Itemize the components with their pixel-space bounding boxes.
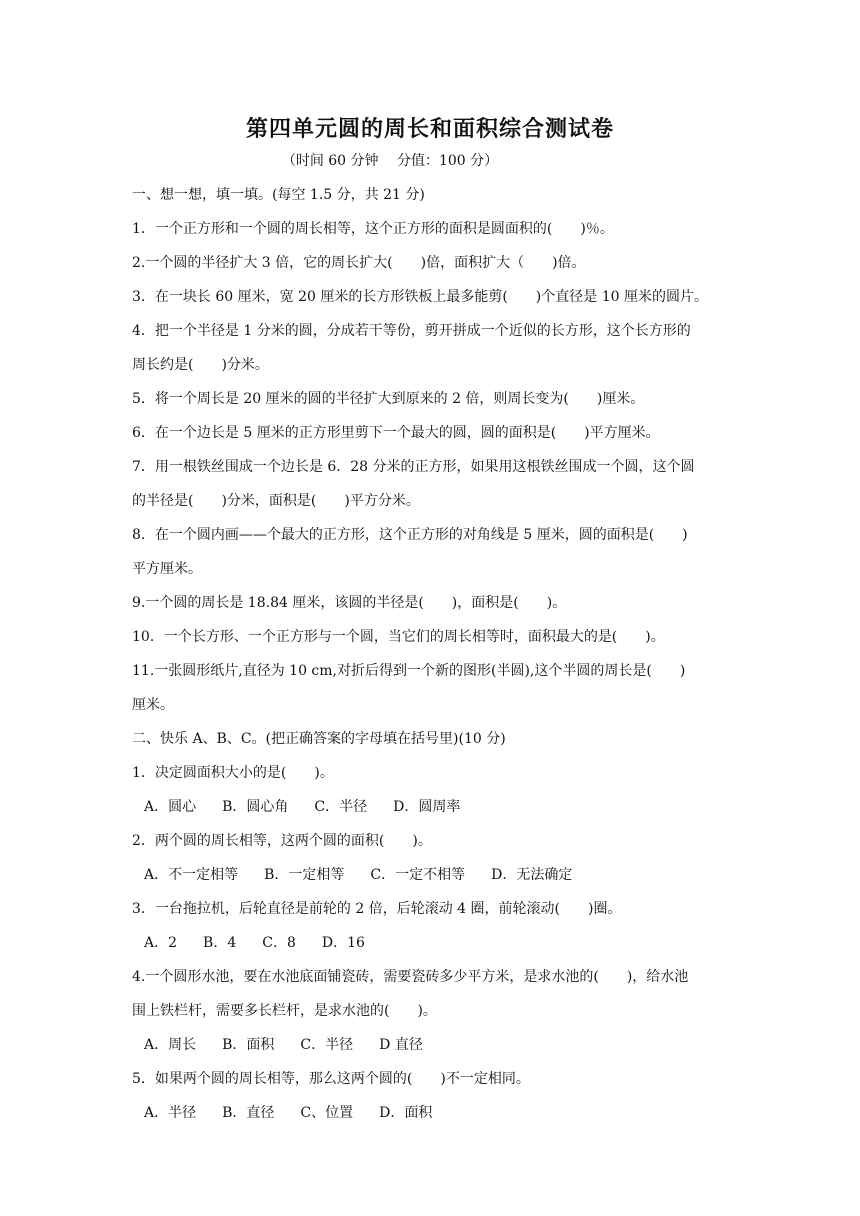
answer-options — [132, 1028, 732, 1062]
option-a: A．圆心 — [144, 799, 197, 815]
option-c: C．半径 — [300, 1037, 354, 1053]
question-stem: 5．如果两个圆的周长相等，那么这两个圆的( )不一定相同。 — [132, 1071, 530, 1087]
page-title: 第四单元圆的周长和面积综合测试卷 — [245, 116, 614, 142]
option-d: D．面积 — [379, 1105, 433, 1121]
option-d: D．圆周率 — [393, 799, 461, 815]
question-line: 厘米。 — [132, 697, 174, 713]
answer-options — [132, 926, 732, 960]
section-heading: 二、快乐 A、B、C。(把正确答案的字母填在括号里)(10 分) — [132, 731, 506, 747]
option-b: B．4 — [203, 935, 237, 951]
section-heading: 一、想一想，填一填。(每空 1.5 分，共 21 分) — [132, 187, 425, 203]
option-a: A．2 — [144, 935, 178, 951]
question-line: 7．用一根铁丝围成一个边长是 6．28 分米的正方形，如果用这根铁丝围成一个圆，这个圆 — [132, 459, 695, 475]
question-line: 3．在一块长 60 厘米，宽 20 厘米的长方形铁板上最多能剪( )个直径是 10 厘米的圆片。 — [132, 289, 708, 305]
question-stem: 1．决定圆面积大小的是( )。 — [132, 765, 334, 781]
question-line: 11.一张圆形纸片,直径为 10 cm,对折后得到一个新的图形(半圆),这个半圆的周长是( ) — [132, 663, 686, 679]
question-line: 6．在一个边长是 5 厘米的正方形里剪下一个最大的圆，圆的面积是( )平方厘米。 — [132, 425, 660, 441]
question-stem: 3．一台拖拉机，后轮直径是前轮的 2 倍，后轮滚动 4 圈，前轮滚动( )圈。 — [132, 901, 622, 917]
option-c: C．半径 — [314, 799, 368, 815]
option-b: B．圆心角 — [222, 799, 289, 815]
option-d: D．16 — [321, 935, 365, 951]
page-subtitle: （时间 60 分钟 分值：100 分） — [281, 153, 499, 169]
question-line: 1．一个正方形和一个圆的周长相等，这个正方形的面积是圆面积的( )％。 — [132, 221, 614, 237]
option-b: B．一定相等 — [264, 867, 345, 883]
option-d: D．无法确定 — [491, 867, 573, 883]
option-c: C．8 — [262, 935, 296, 951]
answer-options — [132, 1096, 732, 1130]
question-line: 5．将一个周长是 20 厘米的圆的半径扩大到原来的 2 倍，则周长变为( )厘米。 — [132, 391, 645, 407]
question-stem: 2．两个圆的周长相等，这两个圆的面积( )。 — [132, 833, 432, 849]
option-a: A．半径 — [144, 1105, 197, 1121]
question-line: 8．在一个圆内画——个最大的正方形，这个正方形的对角线是 5 厘米，圆的面积是( ) — [132, 527, 688, 543]
question-line: 平方厘米。 — [132, 561, 202, 577]
question-line: 2.一个圆的半径扩大 3 倍，它的周长扩大( )倍，面积扩大（ )倍。 — [132, 255, 586, 271]
option-c: C．一定不相等 — [370, 867, 466, 883]
option-b: B．直径 — [222, 1105, 275, 1121]
question-stem: 4.一个圆形水池，要在水池底面铺瓷砖，需要瓷砖多少平方米，是求水池的( )，给水池 — [132, 969, 689, 985]
question-line: 9.一个圆的周长是 18.84 厘米，该圆的半径是( )，面积是( )。 — [132, 595, 567, 611]
option-a: A．不一定相等 — [144, 867, 239, 883]
question-line: 10．一个长方形、一个正方形与一个圆，当它们的周长相等时，面积最大的是( )。 — [132, 629, 665, 645]
option-c: C、位置 — [300, 1105, 354, 1121]
question-line: 周长约是( )分米。 — [132, 357, 269, 373]
question-stem-continued: 围上铁栏杆，需要多长栏杆，是求水池的( )。 — [132, 1003, 437, 1019]
answer-options — [132, 858, 732, 892]
answer-options — [132, 790, 732, 824]
option-a: A．周长 — [144, 1037, 197, 1053]
question-line: 的半径是( )分米，面积是( )平方分米。 — [132, 493, 420, 509]
exam-content — [132, 178, 732, 1130]
option-b: B．面积 — [222, 1037, 275, 1053]
option-d: D 直径 — [379, 1037, 423, 1053]
question-line: 4．把一个半径是 1 分米的圆，分成若干等份，剪开拼成一个近似的长方形，这个长方形的 — [132, 323, 691, 339]
